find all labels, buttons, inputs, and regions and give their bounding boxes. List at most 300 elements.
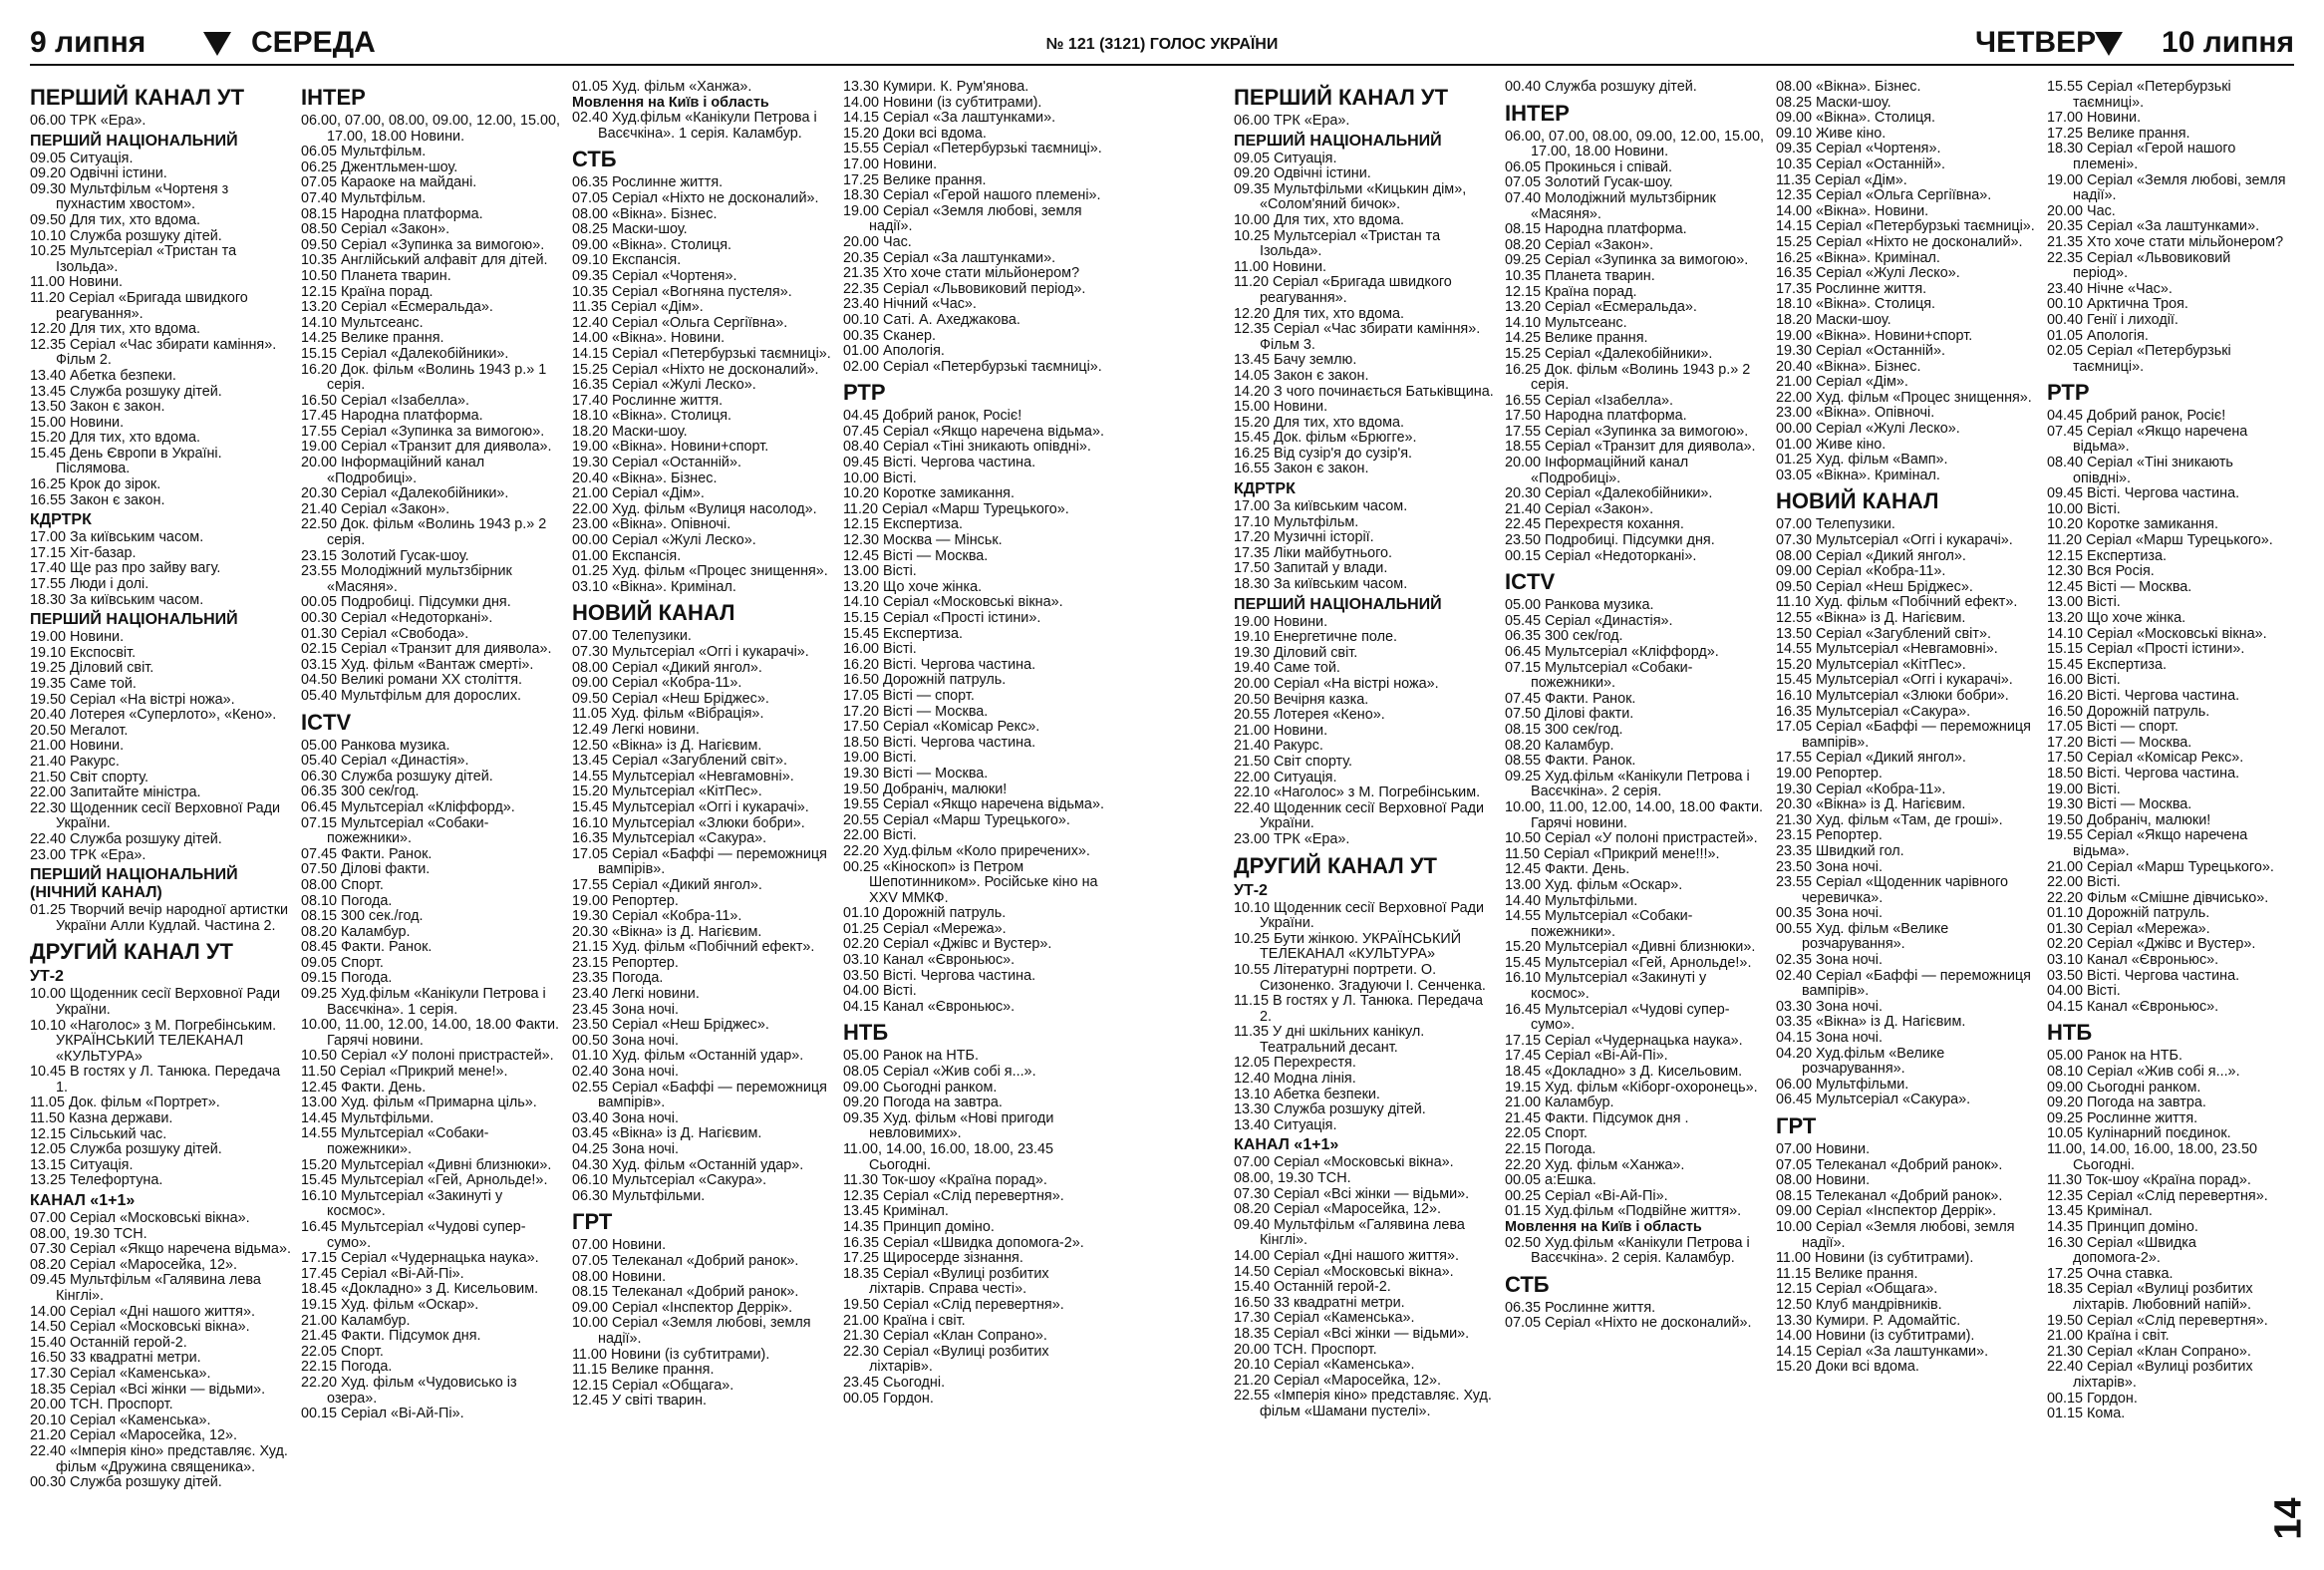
- left-day: СЕРЕДА: [251, 26, 376, 59]
- program-item: 09.05 Ситуація.: [30, 150, 134, 166]
- program-item: 18.50 Вісті. Чергова частина.: [843, 734, 1036, 751]
- program-item: 08.15 300 сек./год.: [301, 908, 424, 925]
- program-item: 07.45 Серіал «Якщо наречена відьма».: [2047, 423, 2248, 456]
- program-item: 09.00 Сьогодні ранком.: [2047, 1079, 2201, 1096]
- program-item: 22.45 Перехрестя кохання.: [1505, 516, 1684, 533]
- program-item: 04.25 Зона ночі.: [572, 1141, 679, 1157]
- program-item: 17.50 Народна платформа.: [1505, 408, 1687, 425]
- program-item: 14.35 Принцип доміно.: [843, 1218, 995, 1235]
- program-item: 11.00 Новини.: [1234, 258, 1327, 275]
- program-item: 22.35 Серіал «Львовиковий період».: [2047, 249, 2231, 282]
- schedule-note: Мовлення на Київ і область: [1505, 1218, 1702, 1235]
- program-item: 13.25 Телефортуна.: [30, 1172, 163, 1189]
- program-item: 15.20 Доки всі вдома.: [1776, 1359, 1919, 1376]
- program-item: 14.35 Принцип доміно.: [2047, 1218, 2198, 1235]
- program-item: 08.10 Погода.: [301, 892, 393, 909]
- program-item: 10.35 Планета тварин.: [1505, 267, 1655, 284]
- program-item: 09.00 Серіал «Кобра-11».: [1776, 563, 1946, 580]
- program-item: 09.45 Вісті. Чергова частина.: [843, 455, 1036, 471]
- program-item: 06.35 300 сек/год.: [301, 784, 420, 800]
- program-item: 11.00, 14.00, 16.00, 18.00, 23.50 Сьогодні.: [2047, 1141, 2257, 1173]
- column-5: [1234, 80, 1495, 1560]
- program-item: 19.40 Саме той.: [1234, 660, 1340, 677]
- program-item: 18.45 «Докладно» з Д. Кисельовим.: [301, 1281, 539, 1298]
- program-item: 17.05 Серіал «Баффі — переможниця вампірів».: [1776, 719, 2031, 751]
- channel-title: ГРТ: [572, 1209, 613, 1235]
- program-item: 13.20 Що хоче жінка.: [843, 578, 983, 595]
- program-item: 00.25 «Кіноскоп» із Петром Шепотинником». Російське кіно на XXV ММКФ.: [843, 858, 1098, 906]
- program-item: 20.10 Серіал «Каменська».: [30, 1412, 211, 1428]
- program-item: 16.55 Закон є закон.: [1234, 461, 1369, 477]
- program-item: 10.25 Мультсеріал «Тристан та Ізольда».: [1234, 227, 1441, 260]
- program-item: 00.00 Серіал «Жулі Леско».: [572, 532, 756, 549]
- program-item: 12.40 Модна лінія.: [1234, 1071, 1356, 1088]
- program-item: 15.55 Серіал «Петербурзькі таємниці».: [2047, 80, 2231, 111]
- program-item: 19.50 Добраніч, малюки!: [843, 781, 1008, 797]
- program-item: 17.50 Запитай у влади.: [1234, 560, 1388, 577]
- channel-title: ПЕРШИЙ КАНАЛ УТ: [30, 85, 245, 110]
- program-item: 02.20 Серіал «Джівс и Вустер».: [843, 936, 1052, 953]
- program-item: 04.15 Канал «Євроньюс».: [843, 998, 1016, 1015]
- program-item: 22.20 Худ.фільм «Коло приречених».: [843, 842, 1090, 859]
- program-item: 14.10 Серіал «Московські вікна».: [843, 594, 1063, 611]
- program-item: 11.20 Серіал «Марш Турецького».: [2047, 532, 2273, 549]
- program-item: 22.20 Фільм «Смішне дівчисько».: [2047, 889, 2269, 906]
- program-item: 12.30 Москва — Мінськ.: [843, 532, 1003, 549]
- program-item: 20.50 Мегалот.: [30, 722, 129, 739]
- program-item: 18.35 Серіал «Вулиці розбитих ліхтарів. Справа честі».: [843, 1265, 1049, 1298]
- program-item: 08.00, 19.30 ТСН.: [30, 1225, 147, 1242]
- program-item: 14.00 «Вікна». Новини.: [572, 330, 726, 347]
- program-item: 01.25 Худ. фільм «Процес знищення».: [572, 563, 828, 580]
- program-item: 23.50 Зона ночі.: [1776, 858, 1883, 875]
- program-item: 08.00 «Вікна». Бізнес.: [1776, 80, 1921, 95]
- program-item: 18.50 Вісті. Чергова частина.: [2047, 765, 2240, 782]
- program-item: 19.50 Добраніч, малюки!: [2047, 811, 2211, 828]
- program-item: 10.45 В гостях у Л. Танюка. Передача 1.: [30, 1064, 281, 1096]
- program-item: 10.00 Серіал «Земля любові, земля надії».: [1776, 1218, 2015, 1251]
- program-item: 21.00 Серіал «Дім».: [1776, 374, 1908, 391]
- program-item: 00.25 Серіал «Ві-Ай-Пі».: [1505, 1187, 1668, 1204]
- program-item: 14.25 Велике прання.: [301, 330, 444, 347]
- program-item: 20.50 Вечірня казка.: [1234, 691, 1369, 708]
- program-item: 08.40 Серіал «Тіні зникають опівдні».: [2047, 455, 2233, 486]
- program-item: 11.50 Серіал «Прикрий мене!!!».: [1505, 845, 1720, 862]
- program-item: 18.30 За київським часом.: [30, 591, 204, 608]
- program-item: 14.45 Мультфільми.: [301, 1109, 435, 1126]
- program-item: 23.55 Молодіжний мультзбірник «Масяня».: [301, 563, 512, 595]
- program-item: 21.35 Хто хоче стати мільйонером?: [2047, 233, 2284, 250]
- program-item: 13.15 Ситуація.: [30, 1156, 134, 1173]
- program-item: 00.05 Подробиці. Підсумки дня.: [301, 594, 511, 611]
- program-item: 04.30 Худ. фільм «Останній удар».: [572, 1156, 804, 1173]
- program-item: 09.10 Живе кіно.: [1776, 125, 1887, 142]
- program-item: 12.15 Серіал «Общага».: [572, 1377, 734, 1394]
- program-item: 06.45 Мультсеріал «Кліффорд».: [301, 798, 515, 815]
- program-item: 10.25 Бути жінкою. УКРАЇНСЬКИЙ ТЕЛЕКАНАЛ «КУЛЬТУРА»: [1234, 930, 1462, 963]
- channel-title: ІНТЕР: [1505, 100, 1570, 126]
- program-item: 23.35 Швидкий гол.: [1776, 842, 1904, 859]
- program-item: 17.00 За київським часом.: [1234, 498, 1408, 515]
- program-item: 13.45 Служба розшуку дітей.: [30, 383, 222, 400]
- program-item: 19.25 Діловий світ.: [30, 660, 154, 677]
- program-item: 00.35 Сканер.: [843, 327, 936, 344]
- program-item: 19.55 Серіал «Якщо наречена відьма».: [843, 796, 1104, 813]
- newspaper-issue: № 121 (3121) ГОЛОС УКРАЇНИ: [1045, 36, 1279, 53]
- program-item: 19.50 Серіал «Слід перевертня».: [2047, 1312, 2268, 1329]
- program-item: 15.20 Мультсеріал «Дивні близнюки».: [301, 1156, 552, 1173]
- program-item: 05.00 Ранкова музика.: [1505, 597, 1654, 614]
- program-item: 10.00 Серіал «Земля любові, земля надії».: [572, 1315, 811, 1347]
- program-item: 08.40 Серіал «Тіні зникають опівдні».: [843, 439, 1091, 456]
- channel-title: РТР: [843, 380, 886, 406]
- column-8: [2047, 80, 2286, 1560]
- column-2: [301, 80, 562, 1560]
- program-item: 23.45 Зона ночі.: [572, 1001, 679, 1018]
- program-item: 11.50 Казна держави.: [30, 1110, 173, 1127]
- program-item: 16.20 Док. фільм «Волинь 1943 р.» 1 серія.: [301, 361, 547, 394]
- program-item: 12.55 «Вікна» із Д. Нагієвим.: [1776, 610, 1966, 626]
- program-item: 09.40 Мультфільм «Галявина лева Кінглі».: [1234, 1216, 1465, 1249]
- program-item: 14.25 Велике прання.: [1505, 330, 1648, 347]
- program-item: 06.00 ТРК «Ера».: [30, 113, 146, 129]
- program-item: 09.50 Серіал «Неш Бріджес».: [572, 690, 769, 707]
- program-item: 09.45 Мультфільм «Галявина лева Кінглі».: [30, 1272, 261, 1304]
- program-item: 17.55 Серіал «Зупинка за вимогою».: [1505, 423, 1749, 440]
- program-item: 07.45 Серіал «Якщо наречена відьма».: [843, 423, 1104, 440]
- program-item: 10.50 Серіал «У полоні пристрастей».: [1505, 830, 1758, 847]
- program-item: 15.20 Для тих, хто вдома.: [30, 430, 201, 447]
- program-item: 08.00 Спорт.: [301, 876, 384, 893]
- program-item: 15.20 Для тих, хто вдома.: [1234, 414, 1405, 431]
- program-item: 14.15 Серіал «Петербурзькі таємниці».: [1776, 218, 2035, 235]
- program-item: 08.00 Серіал «Дикий янгол».: [572, 659, 762, 676]
- program-item: 07.05 Серіал «Ніхто не досконалий».: [1505, 1315, 1752, 1332]
- program-item: 16.35 Серіал «Жулі Леско».: [1776, 265, 1960, 282]
- program-item: 12.49 Легкі новини.: [572, 721, 700, 738]
- program-item: 22.15 Погода.: [301, 1359, 393, 1376]
- program-item: 23.55 Серіал «Щоденник чарівного черевичка».: [1776, 874, 2009, 906]
- program-item: 07.30 Серіал «Всі жінки — відьми».: [1234, 1185, 1470, 1202]
- program-item: 03.10 Канал «Євроньюс».: [843, 952, 1016, 969]
- program-item: 03.15 Худ. фільм «Вантаж смерті».: [301, 656, 534, 673]
- program-item: 23.40 Нічний «Час».: [843, 296, 977, 313]
- program-item: 12.50 Клуб мандрівників.: [1776, 1296, 1942, 1313]
- program-item: 18.45 «Докладно» з Д. Кисельовим.: [1505, 1064, 1743, 1081]
- program-item: 20.00 Серіал «На вістрі ножа».: [1234, 676, 1439, 692]
- program-item: 15.15 Серіал «Далекобійники».: [301, 345, 509, 362]
- program-item: 14.10 Серіал «Московські вікна».: [2047, 625, 2267, 642]
- program-item: 22.15 Погода.: [1505, 1141, 1597, 1157]
- program-item: 20.55 Серіал «Марш Турецького».: [843, 811, 1070, 828]
- program-item: 17.05 Вісті — спорт.: [2047, 719, 2179, 736]
- channel-title: ПЕРШИЙ КАНАЛ УТ: [1234, 85, 1449, 110]
- program-item: 05.00 Ранкова музика.: [301, 737, 450, 754]
- program-item: 08.15 300 сек/год.: [1505, 721, 1623, 738]
- program-item: 06.00, 07.00, 08.00, 09.00, 12.00, 15.00, 17.00, 18.00 Новини.: [1505, 128, 1765, 160]
- program-item: 01.00 Апологія.: [843, 343, 945, 360]
- page-header: [0, 0, 2324, 68]
- program-item: 11.20 Серіал «Бригада швидкого реагування».: [1234, 274, 1452, 306]
- program-item: 04.50 Великі романи XX століття.: [301, 672, 523, 689]
- program-item: 09.30 Мультфільм «Чортеня з пухнастим хвостом».: [30, 180, 229, 213]
- program-item: 11.35 Серіал «Дім».: [572, 299, 704, 316]
- program-item: 17.10 Мультфільм.: [1234, 513, 1359, 530]
- program-item: 13.20 Серіал «Есмеральда».: [1505, 299, 1697, 316]
- program-item: 17.55 Серіал «Дикий янгол».: [572, 876, 762, 893]
- program-item: 13.45 Кримінал.: [2047, 1203, 2153, 1220]
- program-item: 17.05 Серіал «Баффі — переможниця вампірів».: [572, 845, 827, 878]
- program-item: 21.40 Ракурс.: [1234, 738, 1323, 755]
- program-item: 22.40 Щоденник сесії Верховної Ради України.: [1234, 799, 1485, 832]
- program-item: 16.25 «Вікна». Кримінал.: [1776, 249, 1940, 266]
- program-item: 08.25 Маски-шоу.: [1776, 94, 1891, 111]
- program-item: 22.40 «Імперія кіно» представляє. Худ. фільм «Дружина священика».: [30, 1442, 288, 1475]
- program-item: 04.45 Добрий ранок, Росіє!: [2047, 408, 2226, 425]
- program-item: 00.10 Саті. А. Ахеджакова.: [843, 311, 1020, 328]
- program-item: 02.35 Зона ночі.: [1776, 952, 1883, 969]
- program-item: 09.00 Сьогодні ранком.: [843, 1079, 998, 1096]
- program-item: 19.00 Серіал «Земля любові, земля надії».: [843, 202, 1082, 235]
- program-item: 23.45 Сьогодні.: [843, 1374, 946, 1391]
- program-item: 22.00 Ситуація.: [1234, 769, 1337, 785]
- program-item: 20.00 Час.: [843, 233, 912, 250]
- program-item: 19.30 Серіал «Останній».: [572, 455, 741, 471]
- program-item: 21.30 Серіал «Клан Сопрано».: [843, 1328, 1047, 1345]
- program-item: 20.30 «Вікна» із Д. Нагієвим.: [1776, 796, 1966, 813]
- program-item: 09.20 Погода на завтра.: [2047, 1095, 2206, 1111]
- program-item: 01.10 Дорожній патруль.: [2047, 905, 2210, 922]
- program-item: 02.50 Худ.фільм «Канікули Петрова і Васєчкіна». 2 серія. Каламбур.: [1505, 1234, 1750, 1267]
- program-item: 12.15 Сільський час.: [30, 1125, 167, 1142]
- program-item: 06.00, 07.00, 08.00, 09.00, 12.00, 15.00, 17.00, 18.00 Новини.: [301, 113, 561, 145]
- program-item: 08.20 Серіал «Закон».: [1505, 236, 1654, 253]
- channel-title: НТБ: [843, 1020, 889, 1046]
- program-item: 16.45 Мультсеріал «Чудові супер-сумо».: [301, 1218, 526, 1251]
- program-item: 12.20 Для тих, хто вдома.: [1234, 305, 1405, 322]
- program-item: 19.00 Репортер.: [572, 892, 679, 909]
- program-item: 05.40 Серіал «Династія».: [301, 753, 469, 770]
- program-item: 21.40 Ракурс.: [30, 753, 120, 770]
- program-item: 09.00 Серіал «Інспектор Деррік».: [1776, 1203, 1997, 1220]
- program-item: 23.00 «Вікна». Опівночі.: [572, 516, 731, 533]
- program-item: 22.40 Серіал «Вулиці розбитих ліхтарів».: [2047, 1359, 2253, 1391]
- program-item: 20.40 «Вікна». Бізнес.: [572, 470, 718, 486]
- program-item: 20.35 Серіал «За лаштунками».: [843, 249, 1056, 266]
- program-item: 14.55 Мультсеріал «Невгамовні».: [572, 768, 794, 785]
- program-item: 09.25 Серіал «Зупинка за вимогою».: [1505, 252, 1749, 269]
- program-item: 19.10 Експосвіт.: [30, 644, 137, 661]
- program-item: 08.10 Серіал «Жив собі я...».: [2047, 1064, 2240, 1081]
- program-item: 13.00 Худ. фільм «Оскар».: [1505, 876, 1683, 893]
- program-item: 19.30 Вісті — Москва.: [2047, 796, 2192, 813]
- program-item: 01.15 Кома.: [2047, 1406, 2126, 1422]
- program-item: 21.00 Новини.: [30, 738, 125, 755]
- channel-subtitle: ПЕРШИЙ НАЦІОНАЛЬНИЙ: [1234, 132, 1442, 150]
- program-item: 18.20 Маски-шоу.: [1776, 311, 1891, 328]
- program-item: 02.00 Серіал «Петербурзькі таємниці».: [843, 358, 1102, 375]
- program-item: 20.55 Лотерея «Кено».: [1234, 707, 1385, 724]
- program-item: 21.00 Каламбур.: [1505, 1095, 1614, 1111]
- program-item: 21.45 Факти. Підсумок дня .: [1505, 1109, 1689, 1126]
- program-item: 11.20 Серіал «Бригада швидкого реагування».: [30, 289, 248, 322]
- program-item: 11.30 Ток-шоу «Країна порад».: [843, 1172, 1047, 1189]
- program-item: 04.20 Худ.фільм «Велике розчарування».: [1776, 1045, 1945, 1078]
- program-item: 00.30 Служба розшуку дітей.: [30, 1474, 222, 1491]
- program-item: 16.20 Вісті. Чергова частина.: [2047, 687, 2240, 704]
- program-item: 18.10 «Вікна». Столиця.: [572, 408, 732, 425]
- program-item: 10.00 Для тих, хто вдома.: [1234, 211, 1405, 228]
- channel-title: ІНТЕР: [301, 85, 366, 110]
- program-item: 19.35 Саме той.: [30, 676, 137, 692]
- program-item: 22.10 «Наголос» з М. Погребінським.: [1234, 785, 1481, 801]
- program-item: 12.40 Серіал «Ольга Сергіївна».: [572, 314, 788, 331]
- program-item: 18.35 Серіал «Всі жінки — відьми».: [1234, 1325, 1470, 1342]
- program-item: 16.50 33 квадратні метри.: [1234, 1294, 1405, 1311]
- header-rule: [30, 64, 2294, 66]
- program-item: 14.55 Мультсеріал «Собаки-пожежники».: [1505, 908, 1693, 940]
- program-item: 16.35 Серіал «Швидка допомога-2».: [843, 1234, 1084, 1251]
- program-item: 13.30 Кумири. Р. Адомайтіс.: [1776, 1312, 1961, 1329]
- program-item: 07.05 Телеканал «Добрий ранок».: [1776, 1156, 2003, 1173]
- program-item: 21.30 Худ. фільм «Там, де гроші».: [1776, 811, 2003, 828]
- program-item: 15.45 Док. фільм «Брюгге».: [1234, 430, 1417, 447]
- program-item: 10.35 Серіал «Вогняна пустеля».: [572, 283, 792, 300]
- program-item: 13.20 Серіал «Есмеральда».: [301, 299, 493, 316]
- program-item: 01.25 Худ. фільм «Вамп».: [1776, 452, 1948, 469]
- program-item: 23.15 Репортер.: [1776, 827, 1883, 844]
- program-item: 15.45 Мультсеріал «Гей, Арнольде!».: [1505, 954, 1752, 971]
- program-item: 12.50 «Вікна» із Д. Нагієвим.: [572, 737, 762, 754]
- program-item: 15.55 Серіал «Петербурзькі таємниці».: [843, 141, 1102, 157]
- program-item: 15.45 Мультсеріал «Гей, Арнольде!».: [301, 1172, 548, 1189]
- program-item: 16.10 Мультсеріал «Злюки бобри».: [1776, 687, 2009, 704]
- program-item: 12.20 Для тих, хто вдома.: [30, 321, 201, 338]
- program-item: 20.40 «Вікна». Бізнес.: [1776, 358, 1921, 375]
- program-item: 08.15 Телеканал «Добрий ранок».: [1776, 1187, 2003, 1204]
- program-item: 12.35 Серіал «Час збирати каміння». Фільм 3.: [1234, 321, 1481, 353]
- program-item: 23.40 Нічне «Час».: [2047, 280, 2173, 297]
- program-item: 17.30 Серіал «Каменська».: [1234, 1310, 1415, 1327]
- program-item: 11.15 В гостях у Л. Танюка. Передача 2.: [1234, 993, 1484, 1025]
- program-item: 18.30 Серіал «Герой нашого племені».: [2047, 141, 2236, 172]
- program-item: 15.40 Останній герой-2.: [30, 1334, 187, 1351]
- program-item: 11.15 Велике прання.: [1776, 1265, 1918, 1282]
- program-item: 08.20 Серіал «Маросейка, 12».: [1234, 1201, 1442, 1218]
- program-item: 09.35 Худ. фільм «Нові пригоди невловимих».: [843, 1109, 1054, 1142]
- program-item: 10.10 Щоденник сесії Верховної Ради України.: [1234, 899, 1485, 932]
- program-item: 20.00 Інформаційний канал «Подробиці».: [301, 455, 485, 486]
- program-item: 15.20 Мультсеріал «КітПес».: [1776, 656, 1966, 673]
- program-item: 22.20 Худ. фільм «Чудовисько із озера».: [301, 1374, 517, 1407]
- program-item: 19.00 Серіал «Земля любові, земля надії».: [2047, 171, 2286, 204]
- program-item: 17.00 Новини.: [2047, 110, 2142, 127]
- program-item: 06.00 Мультфільми.: [1776, 1076, 1909, 1093]
- program-item: 00.05 а:Ешка.: [1505, 1172, 1597, 1189]
- program-item: 06.35 Рослинне життя.: [572, 174, 724, 191]
- program-item: 10.00 Вісті.: [843, 470, 917, 486]
- program-item: 06.25 Джентльмен-шоу.: [301, 158, 458, 175]
- program-item: 13.00 Вісті.: [2047, 594, 2121, 611]
- program-item: 00.40 Генії і лиходії.: [2047, 311, 2179, 328]
- program-item: 03.10 Канал «Євроньюс».: [2047, 952, 2219, 969]
- program-item: 17.35 Рослинне життя.: [1776, 280, 1927, 297]
- channel-title: НОВИЙ КАНАЛ: [572, 600, 735, 626]
- program-item: 10.00 Щоденник сесії Верховної Ради України.: [30, 986, 281, 1018]
- program-item: 05.45 Серіал «Династія».: [1505, 612, 1673, 629]
- program-item: 12.45 У світі тварин.: [572, 1393, 708, 1410]
- program-item: 15.25 Серіал «Далекобійники».: [1505, 345, 1713, 362]
- program-item: 01.05 Апологія.: [2047, 327, 2149, 344]
- program-item: 05.00 Ранок на НТБ.: [843, 1048, 979, 1065]
- program-item: 23.00 ТРК «Ера».: [30, 846, 146, 863]
- program-item: 21.20 Серіал «Маросейка, 12».: [30, 1427, 238, 1444]
- program-item: 15.40 Останній герой-2.: [1234, 1279, 1391, 1296]
- program-item: 12.05 Перехрестя.: [1234, 1055, 1356, 1072]
- program-item: 00.00 Серіал «Жулі Леско».: [1776, 421, 1960, 438]
- program-item: 06.05 Мультфільм.: [301, 144, 427, 160]
- program-item: 08.20 Каламбур.: [1505, 737, 1614, 754]
- program-item: 17.55 Люди і долі.: [30, 576, 149, 593]
- channel-subtitle: ПЕРШИЙ НАЦІОНАЛЬНИЙ: [30, 132, 238, 150]
- program-item: 00.10 Арктична Троя.: [2047, 296, 2188, 313]
- program-item: 08.00 Серіал «Дикий янгол».: [1776, 547, 1966, 564]
- program-item: 03.30 Зона ночі.: [1776, 998, 1883, 1015]
- program-item: 07.00 Телепузики.: [572, 628, 692, 645]
- program-item: 21.00 Країна і світ.: [843, 1312, 966, 1329]
- channel-title: ICTV: [1505, 569, 1556, 595]
- column-6: [1505, 80, 1766, 1560]
- channel-subtitle: УТ-2: [1234, 881, 1268, 899]
- program-item: 23.00 ТРК «Ера».: [1234, 830, 1350, 847]
- program-item: 15.20 Мультсеріал «КітПес».: [572, 784, 762, 800]
- program-item: 15.00 Новини.: [1234, 399, 1328, 416]
- program-item: 10.55 Літературні портрети. О. Сизоненко. Згадуючи І. Сенченка.: [1234, 961, 1486, 994]
- program-item: 09.05 Спорт.: [301, 954, 384, 971]
- channel-title: ГРТ: [1776, 1113, 1817, 1138]
- program-item: 14.50 Серіал «Московські вікна».: [1234, 1263, 1454, 1280]
- program-item: 21.00 Серіал «Марш Турецького».: [2047, 858, 2274, 875]
- program-item: 17.25 Очна ставка.: [2047, 1265, 2174, 1282]
- channel-title: ДРУГИЙ КАНАЛ УТ: [1234, 852, 1437, 878]
- program-item: 15.25 Серіал «Ніхто не досконалий».: [1776, 233, 2023, 250]
- program-item: 15.20 Мультсеріал «Дивні близнюки».: [1505, 939, 1756, 956]
- program-item: 11.35 У дні шкільних канікул. Театральний десант.: [1234, 1024, 1425, 1056]
- program-item: 10.20 Коротке замикання.: [843, 485, 1015, 502]
- program-item: 19.10 Енергетичне поле.: [1234, 629, 1397, 646]
- program-item: 07.05 Золотий Гусак-шоу.: [1505, 174, 1673, 191]
- program-item: 17.20 Музичні історії.: [1234, 529, 1374, 546]
- program-item: 21.20 Серіал «Маросейка, 12».: [1234, 1372, 1442, 1389]
- program-item: 09.35 Серіал «Чортеня».: [572, 267, 737, 284]
- channel-subtitle: ПЕРШИЙ НАЦІОНАЛЬНИЙ: [30, 611, 238, 629]
- program-item: 12.15 Країна порад.: [1505, 283, 1637, 300]
- program-item: 14.00 Новини (із субтитрами).: [1776, 1328, 1975, 1345]
- program-item: 01.00 Експансія.: [572, 547, 682, 564]
- program-item: 08.05 Серіал «Жив собі я...».: [843, 1064, 1036, 1081]
- program-item: 10.10 Служба розшуку дітей.: [30, 227, 222, 244]
- program-item: 00.55 Худ. фільм «Велике розчарування».: [1776, 920, 1949, 953]
- program-item: 21.00 Серіал «Дім».: [572, 485, 705, 502]
- program-item: 18.30 Серіал «Герой нашого племені».: [843, 187, 1101, 204]
- program-item: 09.10 Експансія.: [572, 252, 682, 269]
- program-item: 02.40 Худ.фільм «Канікули Петрова і Васєчкіна». 1 серія. Каламбур.: [572, 110, 817, 142]
- program-item: 14.00 Новини (із субтитрами).: [843, 94, 1042, 111]
- program-item: 14.10 Мультсеанс.: [1505, 314, 1627, 331]
- program-item: 13.45 Серіал «Загублений світ».: [572, 753, 787, 770]
- program-item: 10.35 Англійський алфавіт для дітей.: [301, 252, 548, 269]
- program-item: 17.35 Ліки майбутнього.: [1234, 544, 1393, 561]
